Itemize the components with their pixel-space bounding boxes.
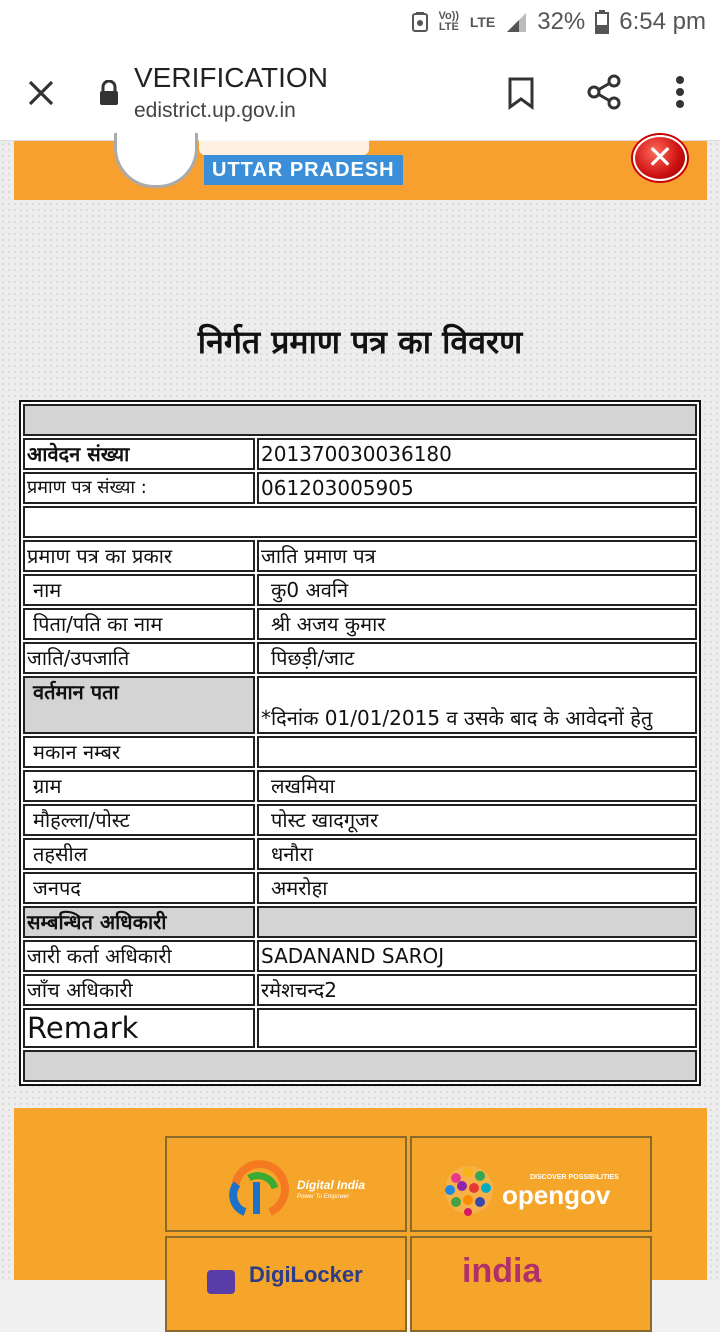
india-gov-link[interactable]: [410, 1236, 652, 1332]
digilocker-link[interactable]: [165, 1236, 407, 1332]
close-icon: ✕: [646, 138, 674, 176]
table-footer-row: [23, 1050, 697, 1082]
tehsil-value: धनौरा: [257, 838, 697, 870]
share-icon[interactable]: [586, 74, 622, 110]
state-label: UTTAR PRADESH: [204, 155, 403, 185]
certificate-type-value: जाति प्रमाण पत्र: [257, 540, 697, 572]
volte-icon: [412, 12, 428, 32]
edistrict-logo: [199, 139, 369, 155]
digital-india-text: Digital India: [297, 1178, 366, 1192]
address-note: *दिनांक 01/01/2015 व उसके बाद के आवेदनों हेतु: [257, 676, 697, 734]
district-label: जनपद: [23, 872, 255, 904]
india-gov-text: india: [462, 1252, 542, 1290]
name-value: कु0 अवनि: [257, 574, 697, 606]
remark-value: [257, 1008, 697, 1048]
up-emblem-logo: [114, 133, 198, 188]
father-name-label: पिता/पति का नाम: [23, 608, 255, 640]
digital-india-tagline: Power To Empower: [297, 1194, 350, 1200]
officials-label: सम्बन्धित अधिकारी: [23, 906, 255, 938]
opengov-text: opengov: [502, 1180, 611, 1210]
table-row: [23, 574, 697, 606]
table-row: [23, 676, 697, 734]
name-label: नाम: [23, 574, 255, 606]
status-bar: [0, 0, 720, 44]
certificate-details-table: [19, 400, 701, 1086]
house-number-value: [257, 736, 697, 768]
district-value: अमरोहा: [257, 872, 697, 904]
table-row: [23, 804, 697, 836]
battery-percentage: 32%: [537, 8, 586, 35]
inspecting-officer-value: रमेशचन्द2: [257, 974, 697, 1006]
tehsil-label: तहसील: [23, 838, 255, 870]
lock-icon: [98, 80, 120, 106]
clock: 6:54 pm: [619, 8, 706, 35]
table-row: [23, 1008, 697, 1048]
digilocker-icon: [203, 1264, 239, 1294]
table-row: [23, 438, 697, 470]
opengov-globe-icon: [438, 1162, 500, 1218]
table-section-row: [23, 906, 697, 938]
table-row: [23, 540, 697, 572]
digital-india-logo: [225, 1160, 295, 1220]
custom-tab-toolbar: [0, 44, 720, 141]
father-name-value: श्री अजय कुमार: [257, 608, 697, 640]
page-url: edistrict.up.gov.in: [134, 99, 296, 122]
current-address-label: वर्तमान पता: [23, 676, 255, 734]
table-header-row: [23, 404, 697, 436]
footer-links: [14, 1108, 707, 1290]
page-title: VERIFICATION: [134, 62, 328, 93]
table-row: [23, 736, 697, 768]
caste-value: पिछड़ी/जाट: [257, 642, 697, 674]
opengov-link[interactable]: [410, 1136, 652, 1232]
close-banner-button[interactable]: [633, 135, 687, 181]
certificate-number-label: प्रमाण पत्र संख्या :: [23, 472, 255, 504]
table-row: [23, 472, 697, 504]
certificate-details-heading: निर्गत प्रमाण पत्र का विवरण: [197, 323, 523, 361]
table-row: [23, 770, 697, 802]
bookmark-icon[interactable]: [507, 76, 535, 110]
remark-label: Remark: [23, 1008, 255, 1048]
inspecting-officer-label: जाँच अधिकारी: [23, 974, 255, 1006]
village-value: लखमिया: [257, 770, 697, 802]
issuing-officer-label: जारी कर्ता अधिकारी: [23, 940, 255, 972]
locality-label: मौहल्ला/पोस्ट: [23, 804, 255, 836]
locality-value: पोस्ट खादगूजर: [257, 804, 697, 836]
issuing-officer-value: SADANAND SAROJ: [257, 940, 697, 972]
battery-icon: [595, 10, 609, 34]
certificate-number-value: 061203005905: [257, 472, 697, 504]
more-options-icon[interactable]: [670, 74, 690, 110]
table-row: [23, 940, 697, 972]
digital-india-link[interactable]: [165, 1136, 407, 1232]
opengov-tagline: DISCOVER POSSIBILITIES: [530, 1174, 619, 1181]
table-row: [23, 608, 697, 640]
table-spacer-row: [23, 506, 697, 538]
table-row: [23, 974, 697, 1006]
close-icon[interactable]: [26, 78, 56, 108]
certificate-type-label: प्रमाण पत्र का प्रकार: [23, 540, 255, 572]
application-number-value: 201370030036180: [257, 438, 697, 470]
digilocker-text: DigiLocker: [249, 1262, 363, 1287]
village-label: ग्राम: [23, 770, 255, 802]
signal-icon: [505, 11, 527, 33]
lte-indicator: LTE: [469, 13, 496, 30]
table-row: [23, 838, 697, 870]
application-number-label: आवेदन संख्या: [23, 438, 255, 470]
volte-indicator: Vo)) LTE: [438, 10, 460, 33]
house-number-label: मकान नम्बर: [23, 736, 255, 768]
edistrict-header-banner: [14, 138, 707, 200]
table-row: [23, 872, 697, 904]
caste-label: जाति/उपजाति: [23, 642, 255, 674]
table-row: [23, 642, 697, 674]
